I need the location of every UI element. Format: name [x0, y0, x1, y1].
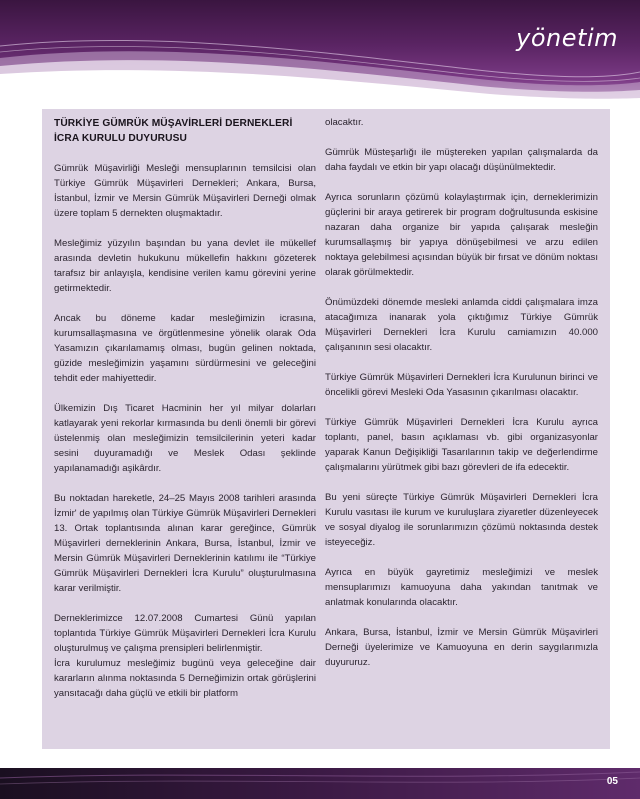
- paragraph: Gümrük Müsteşarlığı ile müştereken yapılan çalışmalarda da daha faydalı ve etkin bir yapı olacağı düşünülmektedir.: [325, 147, 598, 173]
- paragraph: Bu noktadan hareketle, 24–25 Mayıs 2008 tarihleri arasında İzmir' de yapılmış olan Türkiye Gümrük Müşavirleri Dernekleri 13. Ortak toplantısında alınan karar gereğince, Gümrük Müşavirleri derneklerinin Ankara, Bursa, İstanbul, İzmir ve Mersin Gümrük Müşavirleri Derneklerinin katılımı ile “Türkiye Gümrük Müşavirleri Dernekleri İcra Kurulu” oluşturulmasına karar verilmiştir.: [54, 493, 316, 594]
- paragraph: Ayrıca en büyük gayretimiz mesleğimizi ve meslek mensuplarımızı kamuoyuna daha yakından tanıtmak ve anlatmak konularında olacaktır.: [325, 567, 598, 608]
- page-number: 05: [606, 776, 618, 787]
- article-title-line1: TÜRKİYE GÜMRÜK MÜŞAVİRLERİ DERNEKLERİ: [54, 118, 293, 129]
- paragraph: olacaktır.: [325, 117, 364, 128]
- paragraph: Türkiye Gümrük Müşavirleri Dernekleri İcra Kurulunun birinci ve öncelikli görevi Mesleki Oda Yasasının çıkarılması olacaktır.: [325, 372, 598, 398]
- paragraph: Ancak bu döneme kadar mesleğimizin icrasına, kurumsallaşmasına ve örgütlenmesine yönelik olarak Oda Yasamızın çıkarılamamış olması, bugün gelinen noktada, güzide mesleğimizin yaşamını sürdürmesini ve geleceğini tehdit eder mahiyettedir.: [54, 313, 316, 384]
- paragraph: Ülkemizin Dış Ticaret Hacminin her yıl milyar dolarları katlayarak yeni rekorlar kırmasında bu denli önemli bir görevi üstelenmiş olan mesleğimizin temsilcilerinin yeteri kadar sesini duyuramadığı ve Meslek Odası şeklinde yapılanamadığı aşikârdır.: [54, 403, 316, 474]
- paragraph: Ankara, Bursa, İstanbul, İzmir ve Mersin Gümrük Müşavirleri Derneği üyelerimize ve Kamuoyuna en derin saygılarımızla duyururuz.: [325, 627, 598, 668]
- paragraph: Mesleğimiz yüzyılın başından bu yana devlet ile mükellef arasında devletin hukukunu mükellefin hakkını gözeterek tarafsız bir anlayışla, kendisine verilen kamu görevini yerine getirmektedir.: [54, 238, 316, 294]
- article-right-column: [325, 115, 598, 685]
- paragraph: Gümrük Müşavirliği Mesleği mensuplarının temsilcisi olan Türkiye Gümrük Müşavirleri Dernekleri; Ankara, Bursa, İstanbul, İzmir ve Mersin Gümrük Müşavirleri Derneği olmak üzere toplam 5 dernekten oluşmaktadır.: [54, 163, 316, 219]
- paragraph: İcra kurulumuz mesleğimiz bugünü veya geleceğine dair kararların alınma noktasında 5 Derneğimizin ortak görüşlerini yansıtacağı daha güçlü ve etkili bir platform: [54, 658, 316, 699]
- header-banner: [0, 0, 640, 100]
- article-title: [54, 116, 316, 146]
- paragraph: Ayrıca sorunların çözümü kolaylaştırmak için, derneklerimizin güçlerini bir araya getirerek bir program doğrultusunda eskisine nazaran daha organize bir yapıda çalışarak mesleğin kurumsallaşmış bir yapıya dönüşebilmesi ve arzu edilen noktaya gelebilmesi açısından büyük bir fırsat ve dönüm noktası olarak görülmektedir.: [325, 192, 598, 278]
- article-title-line2: İCRA KURULU DUYURUSU: [54, 133, 187, 144]
- paragraph: Bu yeni süreçte Türkiye Gümrük Müşavirleri Dernekleri İcra Kurulu vasıtası ile kurum ve kuruluşlara ziyaretler düzenleyecek ve sosyal diyalog ile sorunlarımızın çözümü noktasında destek isteyeceğiz.: [325, 492, 598, 548]
- footer-banner: [0, 768, 640, 799]
- paragraph: Derneklerimizce 12.07.2008 Cumartesi Günü yapılan toplantıda Türkiye Gümrük Müşavirleri Dernekleri İcra Kurulu oluşturulmuş ve çalışma prensipleri belirlenmiştir.: [54, 613, 316, 654]
- section-title: yönetim: [516, 24, 618, 52]
- paragraph: Önümüzdeki dönemde mesleki anlamda ciddi çalışmalara imza atacağımıza inanarak yola çıktığımız Türkiye Gümrük Müşavirleri Dernekleri İcra Kurulu camiamızın 40.000 çalışanının sesi olacaktır.: [325, 297, 598, 353]
- article-left-column: [54, 116, 316, 716]
- paragraph: Türkiye Gümrük Müşavirleri Dernekleri İcra Kurulu ayrıca toplantı, panel, basın açıklaması vb. gibi organizasyonlar yaparak Kanun Değişikliği Tasarılarının takip ve değerlendirme çalışmalarını yürütmek gibi bazı görevleri de ifa edecektir.: [325, 417, 598, 473]
- footer-swoosh-graphic: [0, 768, 640, 799]
- article-panel: [42, 109, 610, 749]
